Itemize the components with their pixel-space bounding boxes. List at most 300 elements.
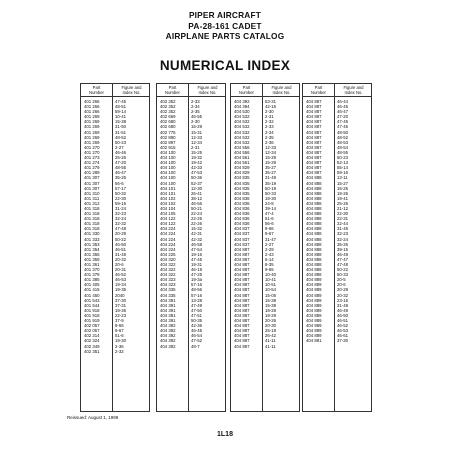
release-date: Reissued: August 1, 1999	[67, 415, 119, 420]
figure-index: 2-29	[265, 246, 274, 252]
part-number: 404 889	[306, 302, 322, 308]
header-text: Index No.	[198, 90, 217, 95]
figure-index: 2-32	[265, 119, 274, 125]
part-number: 404 887	[306, 165, 322, 171]
header-text: Number	[311, 90, 326, 95]
part-number: 401 310	[84, 190, 100, 196]
part-number: 404 100	[160, 149, 176, 155]
figure-index: 47-25	[191, 272, 202, 278]
figure-index: 23-15	[337, 297, 348, 303]
part-number: 404 532	[234, 129, 250, 135]
part-number: 402 669	[160, 114, 176, 120]
figure-index: 22-24	[191, 211, 202, 217]
part-number-header	[81, 85, 112, 95]
part-number: 404 836	[234, 195, 250, 201]
figure-index: 46-50	[115, 241, 126, 247]
part-number: 404 889	[306, 318, 322, 324]
part-number: 404 556	[234, 149, 250, 155]
figure-index: 2-35	[265, 134, 274, 140]
figure-index: 2-30	[191, 119, 200, 125]
part-number: 404 829	[234, 165, 250, 171]
figure-index: 47-46	[337, 124, 348, 130]
part-number: 404 889	[306, 297, 322, 303]
figure-index: 15-38	[265, 297, 276, 303]
part-number: 402 680	[160, 119, 176, 125]
part-number: 401 307	[84, 185, 100, 191]
figure-index: 42-31	[191, 231, 202, 237]
part-number: 404 392	[160, 328, 176, 334]
part-number: 404 888	[306, 200, 322, 206]
figure-index: 2-31	[191, 144, 200, 150]
figure-index: 47-53	[191, 170, 202, 176]
index-column-3	[230, 83, 300, 412]
figure-index: 35-26	[337, 241, 348, 247]
figure-index: 51-6	[265, 216, 274, 222]
figure-index: 20-29	[115, 231, 126, 237]
part-number: 404 887	[234, 292, 250, 298]
part-number: 404 889	[306, 277, 322, 283]
part-number: 404 225	[160, 251, 176, 257]
figure-index: 48-54	[337, 144, 348, 150]
part-number: 404 888	[306, 205, 322, 211]
part-number: 404 224	[160, 226, 176, 232]
figure-index: 15-29	[191, 124, 202, 130]
part-number: 402 680	[160, 124, 176, 130]
part-number-header	[303, 85, 334, 95]
part-number: 404 887	[234, 272, 250, 278]
figure-index: 2-27	[265, 241, 274, 247]
part-number: 404 887	[234, 318, 250, 324]
figure-index: 47-49	[191, 302, 202, 308]
header-text: Figure and	[121, 85, 142, 90]
part-number: 404 836	[234, 200, 250, 206]
figure-index: 20-32	[115, 256, 126, 262]
part-number: 404 887	[306, 119, 322, 125]
figure-index: 2-43	[265, 251, 274, 257]
figure-index: 48-56	[191, 287, 202, 293]
part-number: 404 224	[160, 236, 176, 242]
part-number: 401 918	[84, 312, 100, 318]
figure-index: 20-30	[265, 323, 276, 329]
header-text: Number	[89, 90, 104, 95]
figure-index: 47-48	[115, 226, 126, 232]
figure-index: 37-30	[337, 338, 348, 344]
figure-index: 47-54	[191, 246, 202, 252]
table-row	[81, 349, 149, 354]
part-number: 404 561	[234, 160, 250, 166]
figure-index: 19-41	[337, 195, 348, 201]
part-number: 404 322	[160, 262, 176, 267]
figure-index-header	[262, 85, 301, 95]
figure-index: 50-23	[115, 139, 126, 145]
figure-index: 50-23	[337, 155, 348, 161]
part-number: 404 100	[160, 170, 176, 176]
figure-index: 19-30	[265, 195, 276, 201]
part-number: 401 361	[84, 262, 100, 267]
part-number-header	[157, 85, 188, 95]
part-number: 404 887	[234, 256, 250, 262]
part-number: 404 887	[234, 246, 250, 252]
figure-index: 47-50	[191, 307, 202, 313]
figure-index: 47-52	[191, 338, 202, 344]
part-number: 404 391	[160, 318, 176, 324]
figure-index-header	[112, 85, 151, 95]
figure-index: 50-33	[337, 272, 348, 278]
figure-index: 9-67	[115, 328, 124, 334]
part-number: 404 100	[160, 165, 176, 171]
figure-index: 37-30	[115, 297, 126, 303]
figure-index: 22-31	[337, 216, 348, 222]
figure-index: 25-26	[337, 200, 348, 206]
part-number: 402 897	[160, 139, 176, 145]
part-number: 404 392	[160, 333, 176, 339]
part-number: 401 543	[84, 297, 100, 303]
part-number: 401 311	[84, 195, 100, 201]
figure-index: 2-31	[265, 114, 274, 120]
part-number: 404 888	[306, 180, 322, 186]
figure-index: 37-9	[115, 318, 124, 324]
figure-index: 20-32	[337, 292, 348, 298]
part-number: 401 274	[84, 160, 100, 166]
part-number: 402 890	[160, 134, 176, 140]
part-number: 401 312	[84, 200, 100, 206]
figure-index: 50-22	[115, 236, 126, 242]
part-number: 404 322	[160, 267, 176, 273]
part-number: 404 887	[306, 129, 322, 135]
figure-index: 48-7	[191, 343, 200, 349]
page-number: 1L18	[217, 431, 233, 438]
column-header	[81, 84, 149, 97]
figure-index: 10-51	[265, 282, 276, 288]
part-number: 404 887	[234, 343, 250, 349]
figure-index: 46-47	[337, 109, 348, 115]
figure-index: 9-65	[265, 267, 274, 273]
figure-index: 50-19	[265, 185, 276, 191]
index-rows	[157, 99, 225, 349]
figure-index: 22-44	[337, 221, 348, 227]
figure-index: 31-46	[337, 226, 348, 232]
part-number: 401 266	[84, 104, 100, 110]
part-number: 404 532	[234, 124, 250, 130]
figure-index: 2-36	[265, 139, 274, 145]
figure-index: 47-48	[337, 262, 348, 267]
figure-index: 5-14	[265, 256, 274, 262]
figure-index: 22-30	[115, 195, 126, 201]
figure-index: 57-17	[115, 185, 126, 191]
part-number: 404 101	[160, 190, 176, 196]
part-number: 404 322	[160, 272, 176, 278]
part-number: 404 887	[234, 302, 250, 308]
figure-index: 46-54	[191, 333, 202, 339]
part-number: 401 269	[84, 114, 100, 120]
part-number: 404 888	[306, 226, 322, 232]
header-text: Part	[168, 85, 177, 90]
part-number: 401 273	[84, 155, 100, 161]
figure-index: 2-30	[265, 109, 274, 115]
figure-index: 47-45	[191, 256, 202, 262]
part-number: 404 104	[160, 205, 176, 211]
figure-index: 39-15	[337, 246, 348, 252]
figure-index: 2-34	[191, 104, 200, 110]
figure-index: 15-25	[191, 149, 202, 155]
part-number: 404 394	[234, 104, 250, 110]
figure-index: 46-45	[337, 104, 348, 110]
part-number: 404 887	[234, 307, 250, 313]
part-number: 404 122	[160, 221, 176, 227]
part-number: 404 888	[306, 175, 322, 181]
part-number: 404 224	[160, 241, 176, 247]
figure-index: 50-36	[191, 175, 202, 181]
figure-index: 56-6	[265, 221, 274, 227]
part-number: 402 352	[160, 99, 176, 104]
part-number: 404 323	[160, 282, 176, 288]
part-number: 404 323	[160, 277, 176, 283]
figure-index: 19-31	[191, 262, 202, 267]
figure-index: 13-28	[191, 297, 202, 303]
part-number: 401 385	[84, 277, 100, 283]
part-number: 404 836	[234, 216, 250, 222]
part-number: 404 888	[306, 251, 322, 257]
part-number: 402 352	[160, 104, 176, 110]
figure-index: 19-28	[265, 307, 276, 313]
part-number: 401 370	[84, 267, 100, 273]
figure-index: 9-66	[115, 323, 124, 329]
figure-index: 46-45	[191, 328, 202, 334]
part-number: 404 532	[234, 134, 250, 140]
figure-index: 22-23	[115, 312, 126, 318]
figure-index: 19-3a	[191, 277, 202, 283]
figure-index: 19-35	[115, 287, 126, 293]
table-row	[157, 344, 225, 349]
part-number: 404 836	[234, 211, 250, 217]
figure-index: 48-55	[115, 165, 126, 171]
part-number: 404 889	[306, 282, 322, 288]
part-number: 401 415	[84, 287, 100, 293]
figure-index: 46-44	[337, 99, 348, 104]
part-number: 404 887	[234, 338, 250, 344]
header-text: Figure and	[343, 85, 364, 90]
figure-index: 56-6	[115, 180, 124, 186]
header-text: Index No.	[122, 90, 141, 95]
figure-index: 31-50	[115, 124, 126, 130]
figure-index: 24-8	[265, 200, 274, 206]
part-number: 404 888	[306, 256, 322, 262]
figure-index: 47-4	[265, 211, 274, 217]
part-number: 404 889	[306, 328, 322, 334]
part-number: 404 335	[160, 292, 176, 298]
part-number: 404 102	[160, 200, 176, 206]
figure-index: 48-53	[337, 139, 348, 145]
figure-index: 15-25	[337, 185, 348, 191]
part-number: 404 888	[306, 211, 322, 217]
page-title: NUMERICAL INDEX	[159, 58, 291, 73]
part-number: 401 270	[84, 144, 100, 150]
part-number: 404 887	[306, 124, 322, 130]
part-number: 404 889	[306, 287, 322, 293]
figure-index: 48-55	[337, 149, 348, 155]
part-number: 404 835	[234, 175, 250, 181]
figure-index: 10-41	[115, 114, 126, 120]
figure-index: 46-52	[337, 323, 348, 329]
part-number: 404 887	[306, 99, 322, 104]
figure-index: 32-24	[337, 236, 348, 242]
index-rows	[303, 99, 371, 344]
figure-index: 35-27	[265, 170, 276, 176]
part-number: 404 837	[234, 231, 250, 237]
figure-index: 12-30	[191, 185, 202, 191]
part-number: 404 887	[234, 251, 250, 257]
part-number: 402 324	[84, 338, 100, 344]
part-number: 404 889	[306, 292, 322, 298]
header-text: Part	[314, 85, 323, 90]
part-number: 401 544	[84, 302, 100, 308]
part-number: 401 318	[84, 226, 100, 232]
figure-index: 20-6	[115, 262, 124, 267]
header-text: Index No.	[344, 90, 363, 95]
part-number: 401 318	[84, 205, 100, 211]
figure-index: 50-21	[191, 205, 202, 211]
figure-index: 15-27	[337, 180, 348, 186]
figure-index: 15-38	[115, 119, 126, 125]
part-number: 401 279	[84, 165, 100, 171]
part-number: 404 887	[234, 277, 250, 283]
figure-index: 46-55	[191, 114, 202, 120]
figure-index: 46-58	[191, 241, 202, 247]
part-number: 404 887	[234, 328, 250, 334]
figure-index: 50-22	[337, 267, 348, 273]
figure-index: 46-53	[115, 277, 126, 283]
part-number: 401 918	[84, 307, 100, 313]
figure-index: 46-56	[191, 200, 202, 206]
part-number: 404 887	[234, 297, 250, 303]
part-number: 402 349	[84, 343, 100, 349]
part-number: 404 888	[306, 195, 322, 201]
figure-index: 25-26	[115, 155, 126, 161]
figure-index: 46-49	[337, 251, 348, 257]
part-number: 404 887	[306, 114, 322, 120]
figure-index: 2040	[115, 292, 125, 298]
figure-index: 15-32	[191, 226, 202, 232]
part-number: 402 057	[84, 323, 100, 329]
figure-index: 19-26	[337, 190, 348, 196]
column-header	[231, 84, 299, 97]
figure-index: 57-16	[191, 282, 202, 288]
index-rows	[231, 99, 299, 349]
figure-index: 41-11	[265, 338, 276, 344]
part-number: 404 888	[306, 185, 322, 191]
figure-index: 2-35	[191, 109, 200, 115]
figure-index: 48-52	[115, 134, 126, 140]
figure-index: 21-12	[337, 205, 348, 211]
figure-index-header	[188, 85, 227, 95]
figure-index: 47-51	[191, 312, 202, 318]
part-number: 404 888	[306, 236, 322, 242]
part-number: 401 307	[84, 175, 100, 181]
figure-index: 2-33	[191, 99, 200, 104]
figure-index: 2-34	[265, 129, 274, 135]
part-number: 404 100	[160, 160, 176, 166]
figure-index: 8-35	[265, 262, 274, 267]
table-row	[303, 338, 371, 343]
figure-index: 31-48	[337, 302, 348, 308]
figure-index: 46-52	[115, 272, 126, 278]
part-number: 401 266	[84, 109, 100, 115]
part-number: 401 359	[84, 256, 100, 262]
part-number: 404 835	[234, 180, 250, 186]
part-number: 404 100	[160, 180, 176, 186]
figure-index: 46-50	[337, 312, 348, 318]
figure-index: 47-45	[115, 99, 126, 104]
figure-index: 32-23	[337, 231, 348, 237]
part-number: 404 889	[306, 323, 322, 329]
part-number: 404 887	[306, 149, 322, 155]
figure-index: 19-36	[115, 307, 126, 313]
figure-index: 35-25	[115, 175, 126, 181]
figure-index: 10-40	[265, 272, 276, 278]
part-number: 404 392	[160, 343, 176, 349]
part-number: 401 919	[84, 318, 100, 324]
figure-index: 19-34	[115, 282, 126, 288]
figure-index: 53-31	[265, 99, 276, 104]
figure-index: 59-15	[115, 200, 126, 206]
figure-index: 42-36	[191, 323, 202, 329]
part-number: 404 320	[160, 256, 176, 262]
part-number: 404 835	[234, 190, 250, 196]
figure-index: 39-14	[265, 205, 276, 211]
figure-index: 22-26	[191, 221, 202, 227]
figure-index: 19-16	[191, 251, 202, 257]
figure-index: 42-15	[265, 104, 276, 110]
figure-index: 48-51	[115, 104, 126, 110]
part-number: 404 888	[306, 216, 322, 222]
part-number: 401 450	[84, 292, 100, 298]
part-number: 404 887	[234, 333, 250, 339]
figure-index: 50-32	[115, 190, 126, 196]
part-number: 404 888	[306, 190, 322, 196]
part-number: 404 829	[234, 170, 250, 176]
part-number: 402 775	[160, 129, 176, 135]
figure-index: 47-20	[115, 160, 126, 166]
part-number: 404 881	[306, 338, 322, 344]
part-number: 404 887	[234, 323, 250, 329]
figure-index: 35-19	[265, 180, 276, 186]
figure-index: 20-5	[337, 277, 346, 283]
header-text: Part	[92, 85, 101, 90]
part-number: 404 335	[160, 287, 176, 293]
figure-index: 31-49	[265, 175, 276, 181]
part-number: 401 353	[84, 241, 100, 247]
figure-index: 55-14	[337, 165, 348, 171]
figure-index: 42-33	[191, 165, 202, 171]
part-number: 404 887	[306, 104, 322, 110]
figure-index: 32-32	[115, 221, 126, 227]
figure-index: 12-33	[265, 144, 276, 150]
part-number: 404 835	[234, 185, 250, 191]
part-number: 401 266	[84, 99, 100, 104]
part-number: 404 836	[234, 221, 250, 227]
part-number: 404 392	[234, 99, 250, 104]
part-number: 401 269	[84, 124, 100, 130]
part-number: 404 836	[234, 205, 250, 211]
figure-index: 2-33	[265, 124, 274, 130]
part-number: 404 887	[306, 109, 322, 115]
part-number: 404 100	[160, 155, 176, 161]
figure-index: 46-47	[115, 170, 126, 176]
figure-index: 37-31	[115, 302, 126, 308]
figure-index: 15-38	[265, 302, 276, 308]
figure-index: 32-24	[115, 216, 126, 222]
figure-index: 19-32	[191, 155, 202, 161]
